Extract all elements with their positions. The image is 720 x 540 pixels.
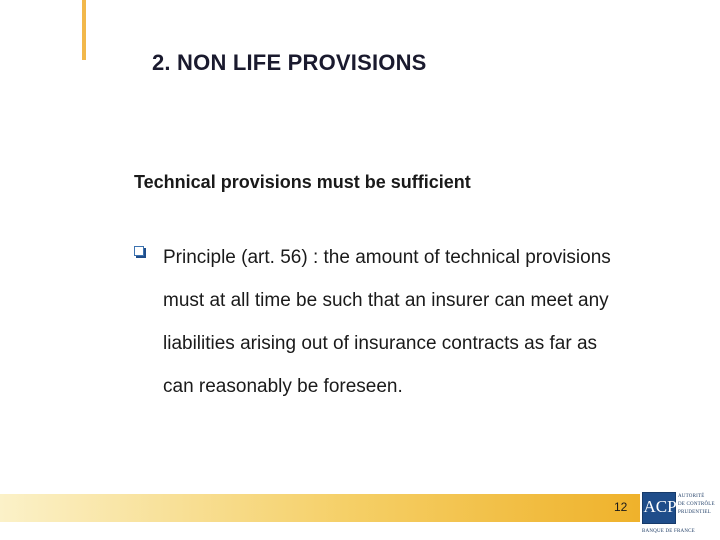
checkbox-square-icon	[134, 246, 144, 256]
bullet-text: Principle (art. 56) : the amount of technical provisions must at all time be such that an insurer can meet any liabilities arising out of insurance contracts as far as can reasonably be foreseen.	[163, 247, 611, 397]
logo-line: AUTORITÉ	[678, 494, 705, 499]
footer-bar	[0, 494, 640, 522]
slide-title: 2. NON LIFE PROVISIONS	[152, 50, 427, 75]
page-number: 12	[614, 500, 628, 514]
acp-logo	[642, 492, 718, 538]
logo-bottom-text: BANQUE DE FRANCE	[642, 529, 695, 534]
title-accent-line	[82, 0, 86, 60]
logo-side-text	[678, 493, 715, 517]
logo-mark	[642, 492, 676, 524]
logo-acp-text: ACP	[643, 497, 677, 516]
logo-line: PRUDENTIEL	[678, 510, 711, 515]
logo-line: DE CONTRÔLE	[678, 502, 715, 507]
slide-subtitle: Technical provisions must be sufficient	[134, 172, 471, 192]
